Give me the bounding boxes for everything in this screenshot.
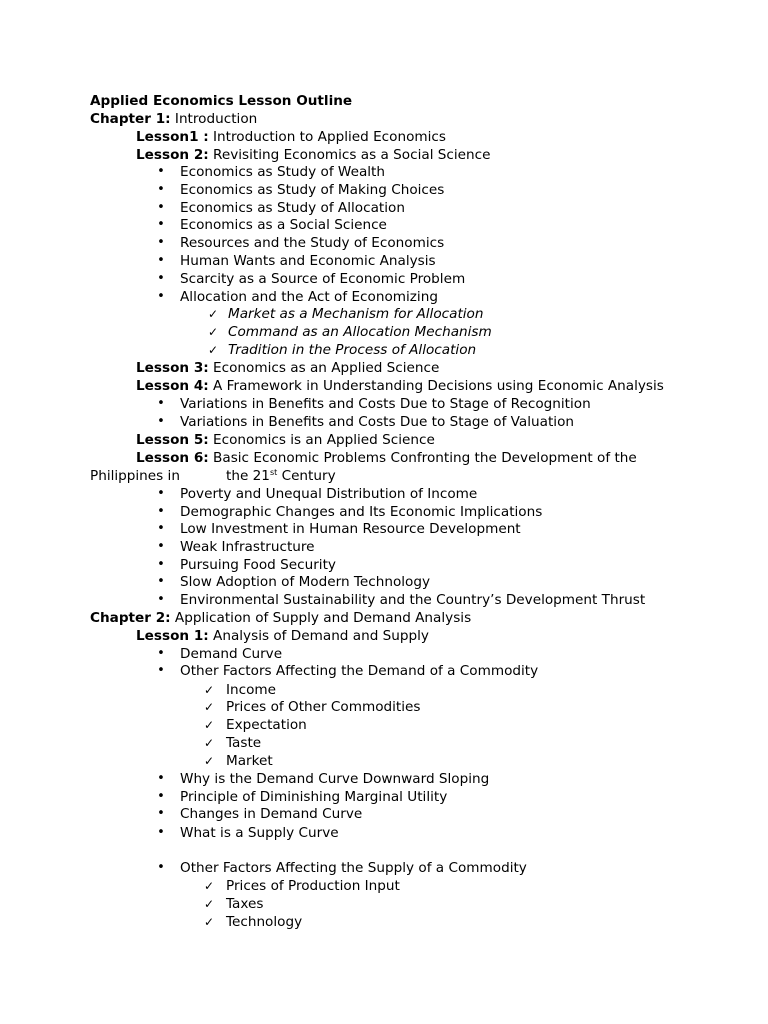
bullet-icon: • (157, 771, 165, 786)
sub-list-item: ✓ Prices of Production Input (203, 878, 400, 894)
chapter-title: Application of Supply and Demand Analysis (170, 610, 472, 626)
list-item: • Other Factors Affecting the Demand of a Commodity (157, 663, 539, 679)
list-item: • Environmental Sustainability and the Country’s Development Thrust (157, 592, 646, 608)
bullet-icon: • (157, 200, 165, 215)
bullet-icon: • (157, 271, 165, 286)
check-icon: ✓ (203, 915, 215, 929)
check-icon: ✓ (203, 683, 215, 697)
check-icon: ✓ (203, 736, 215, 750)
list-item: • Slow Adoption of Modern Technology (157, 574, 431, 590)
check-icon: ✓ (203, 879, 215, 893)
sub-list-item: ✓ Taxes (203, 896, 264, 912)
lesson-heading (136, 377, 664, 395)
document-title: Applied Economics Lesson Outline (90, 93, 353, 109)
bullet-icon: • (157, 396, 165, 411)
bullet-icon: • (157, 646, 165, 661)
check-icon: ✓ (207, 307, 219, 321)
check-icon: ✓ (203, 897, 215, 911)
bullet-icon: • (157, 521, 165, 536)
list-item: • Other Factors Affecting the Supply of a Commodity (157, 860, 527, 876)
bullet-icon: • (157, 806, 165, 821)
lesson-heading (136, 449, 637, 467)
list-item: • Economics as Study of Allocation (157, 200, 405, 216)
chapter-2-heading (90, 609, 471, 627)
bullet-icon: • (157, 235, 165, 250)
sub-list-item: ✓ Income (203, 682, 277, 698)
list-item: • Demographic Changes and Its Economic Implications (157, 504, 543, 520)
chapter-1-heading (90, 110, 257, 128)
lesson-title: Economics as an Applied Science (208, 360, 440, 376)
list-item: • Variations in Benefits and Costs Due to Stage of Recognition (157, 396, 591, 412)
list-item: • Economics as Study of Wealth (157, 164, 385, 180)
bullet-icon: • (157, 504, 165, 519)
bullet-icon: • (157, 164, 165, 179)
lesson-label: Lesson 3: (136, 360, 209, 376)
lesson-title: Introduction to Applied Economics (208, 129, 446, 145)
list-item: • Weak Infrastructure (157, 539, 315, 555)
lesson-heading (136, 359, 439, 377)
bullet-icon: • (157, 182, 165, 197)
bullet-icon: • (157, 539, 165, 554)
lesson-title-continued: Philippines in (90, 468, 180, 484)
list-item: • Scarcity as a Source of Economic Problem (157, 271, 466, 287)
sub-list-item: ✓ Expectation (203, 717, 307, 733)
list-item: • Demand Curve (157, 646, 283, 662)
lesson-title: Economics is an Applied Science (208, 432, 435, 448)
bullet-icon: • (157, 860, 165, 875)
lesson-title: Analysis of Demand and Supply (208, 628, 429, 644)
list-item: • Allocation and the Act of Economizing (157, 289, 438, 305)
check-icon: ✓ (207, 343, 219, 357)
sub-list-item: ✓ Market (203, 753, 273, 769)
bullet-icon: • (157, 486, 165, 501)
list-item: • Pursuing Food Security (157, 557, 336, 573)
lesson-label: Lesson1 : (136, 129, 209, 145)
list-item: • What is a Supply Curve (157, 825, 339, 841)
bullet-icon: • (157, 557, 165, 572)
sub-list-item: ✓ Prices of Other Commodities (203, 699, 421, 715)
lesson-heading (136, 146, 491, 164)
bullet-icon: • (157, 217, 165, 232)
lesson-label: Lesson 6: (136, 450, 209, 466)
sub-list-item: ✓ Command as an Allocation Mechanism (207, 324, 492, 340)
list-item: • Low Investment in Human Resource Development (157, 521, 521, 537)
list-item: • Poverty and Unequal Distribution of Income (157, 486, 478, 502)
lesson-heading (136, 431, 435, 449)
lesson-label: Lesson 5: (136, 432, 209, 448)
lesson-heading (136, 627, 429, 645)
list-item: • Principle of Diminishing Marginal Utility (157, 789, 448, 805)
lesson-title-continued: the 21st Century (226, 468, 336, 484)
list-item: • Economics as a Social Science (157, 217, 387, 233)
bullet-icon: • (157, 253, 165, 268)
lesson-label: Lesson 1: (136, 628, 209, 644)
lesson-label: Lesson 4: (136, 378, 209, 394)
bullet-icon: • (157, 289, 165, 304)
chapter-label: Chapter 1: (90, 111, 171, 127)
list-item: • Human Wants and Economic Analysis (157, 253, 436, 269)
lesson-heading (136, 128, 446, 146)
bullet-icon: • (157, 574, 165, 589)
list-item: • Changes in Demand Curve (157, 806, 363, 822)
check-icon: ✓ (203, 700, 215, 714)
lesson-title: A Framework in Understanding Decisions using Economic Analysis (208, 378, 664, 394)
check-icon: ✓ (203, 754, 215, 768)
ordinal-suffix: st (269, 468, 278, 477)
list-item: • Why is the Demand Curve Downward Sloping (157, 771, 490, 787)
bullet-icon: • (157, 592, 165, 607)
list-item: • Variations in Benefits and Costs Due to Stage of Valuation (157, 414, 575, 430)
sub-list-item: ✓ Market as a Mechanism for Allocation (207, 306, 484, 322)
check-icon: ✓ (203, 718, 215, 732)
chapter-label: Chapter 2: (90, 610, 171, 626)
lesson-title: Basic Economic Problems Confronting the Development of the (208, 450, 637, 466)
chapter-title: Introduction (170, 111, 258, 127)
sub-list-item: ✓ Taste (203, 735, 262, 751)
lesson-label: Lesson 2: (136, 147, 209, 163)
sub-list-item: ✓ Tradition in the Process of Allocation (207, 342, 477, 358)
bullet-icon: • (157, 789, 165, 804)
bullet-icon: • (157, 825, 165, 840)
list-item: • Economics as Study of Making Choices (157, 182, 445, 198)
bullet-icon: • (157, 663, 165, 678)
lesson-title: Revisiting Economics as a Social Science (208, 147, 491, 163)
bullet-icon: • (157, 414, 165, 429)
sub-list-item: ✓ Technology (203, 914, 303, 930)
check-icon: ✓ (207, 325, 219, 339)
list-item: • Resources and the Study of Economics (157, 235, 445, 251)
